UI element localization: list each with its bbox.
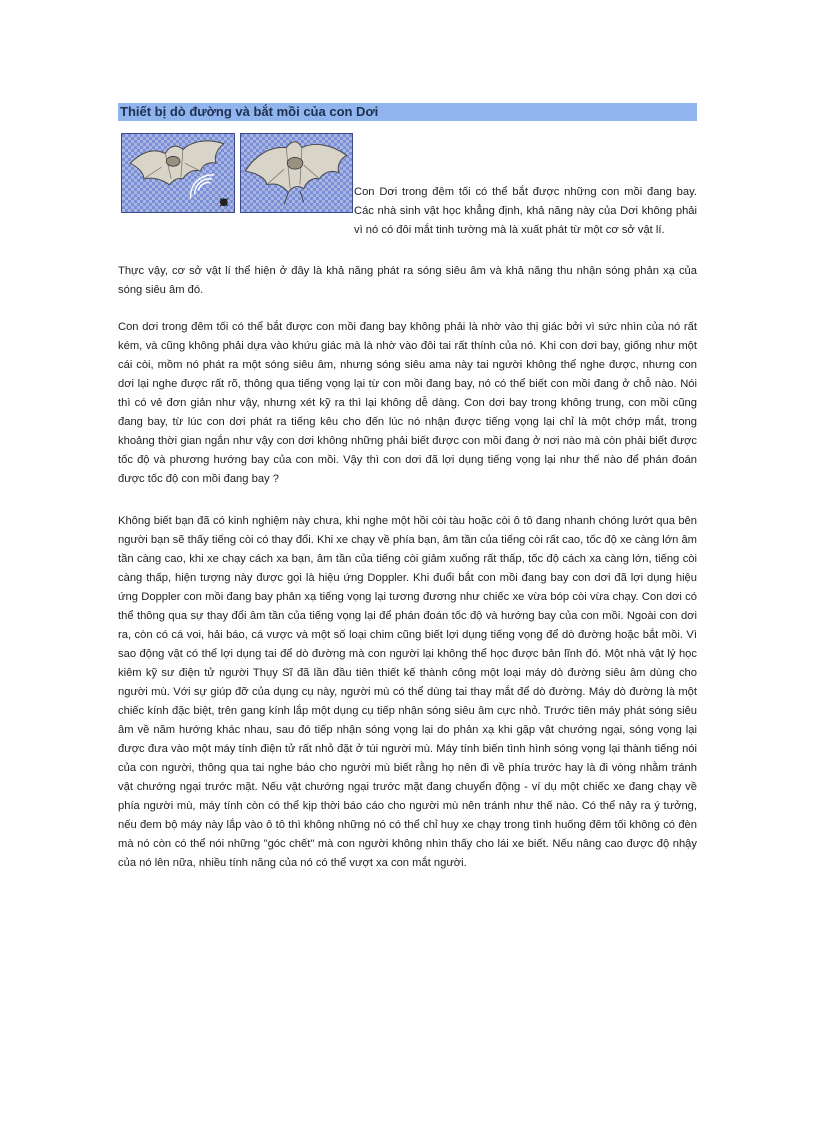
paragraph-intro-text: Con Dơi trong đêm tối có thể bắt được những con mồi đang bay. Các nhà sinh vật học khẳng định, khả năng này của Dơi không phải vì nó có đôi mắt tinh tường mà là xuất phát từ một cơ sở vật lí.: [354, 186, 697, 236]
paragraph-intro: [118, 183, 697, 240]
paragraph-doppler: Không biết bạn đã có kinh nghiệm này chưa, khi nghe một hồi còi tàu hoặc còi ô tô đang nhanh chóng lướt qua bên người bạn sẽ thấy tiếng còi có thay đổi. Khi xe chạy về phía bạn, âm tần của tiếng còi rất cao, tốc độ xe càng lớn âm tần càng cao, khi xe chạy cách xa bạn, âm tần của tiếng còi giảm xuống rất thấp, tốc độ cách xa càng lớn, tiếng còi càng thấp, hiện tượng này được gọi là hiệu ứng Doppler. Khi đuổi bắt con mồi đang bay con dơi đã lợi dụng hiệu ứng Doppler con mồi đang bay phản xạ tiếng vọng lại tương đương như chiếc xe vừa bóp còi vừa chạy. Con dơi có thể thông qua sự thay đổi âm tần của tiếng vọng lại để phán đoán tốc độ và hướng bay của con mồi. Ngoài con dơi ra, còn có cá voi, hải báo, cá vược và một số loại chim cũng biết lợi dụng tiếng vọng để dò đường hoặc bắt mồi. Vì sao động vật có thể lợi dụng tai để dò đường mà con người lại không thể học được bản lĩnh đó. Một nhà vật lý học kiêm kỹ sư điện tử người Thụy Sĩ đã lần đầu tiên thiết kế thành công một loại máy dò đường siêu âm dùng cho người mù. Với sự giúp đỡ của dụng cụ này, người mù có thể dùng tai thay mắt để dò đường. Máy dò đường là một chiếc kính đặc biệt, trên gang kính lắp một dụng cụ tiếp nhận sóng siêu âm cực nhỏ. Trước tiên máy phát sóng siêu âm về năm hướng khác nhau, sau đó tiếp nhận sóng vọng lại do phản xạ khi gặp vật chướng ngại, sóng vọng lại được đưa vào một máy tính điện tử rất nhỏ đặt ở túi người mù. Máy tính biến tình hình sóng vọng lại thành tiếng nói của con người, thông qua tai nghe báo cho người mù biết rằng họ nên đi về phía trước hay là đi vòng nhằm tránh vật chướng ngại trước mặt. Nếu vật chướng ngại trước mặt đang chuyển động - ví dụ một chiếc xe đang chạy về phía người mù, máy tính còn có thể kịp thời báo cáo cho người mù nên tránh như thế nào. Có thể nảy ra ý tưởng, nếu đem bộ máy này lắp vào ô tô thì không những nó có thể chỉ huy xe chạy trong tình huống đêm tối không có đèn mà nó còn có thể nói những "góc chết" mà con người không nhìn thấy cho lái xe biết. Nếu nâng cao được độ nhậy của nó lên nữa, nhiều tính năng của nó có thể vượt xa con mắt người.: [118, 515, 697, 869]
paragraph-echolocation: Con dơi trong đêm tối có thể bắt được con mồi đang bay không phải là nhờ vào thị giác bởi vì sức nhìn của nó rất kém, và cũng không phải dựa vào khứu giác mà là nhờ vào đôi tai rất thính của nó. Khi con dơi bay, giống như một cái còi, mồm nó phát ra một sóng siêu âm, nhưng sóng siêu ama này tai người không thể nghe được, nhưng con dơi lại nghe được rất rõ, thông qua tiếng vọng lại từ con mồi đang bay, nó có thể biết con mồi đang ở chỗ nào. Nói thì có vẻ đơn giản như vậy, nhưng xét kỹ ra thì lại không dễ dàng. Con dơi bay trong không trung, con mồi cũng đang bay, từ lúc con dơi phát ra tiếng kêu cho đến lúc nó nhận được tiếng vọng lại chỉ là một chớp mắt, trong khoảng thời gian ngắn như vậy con dơi không những phải biết được con mồi đang ở nơi nào mà còn phải biết được tốc độ và phương hướng bay của con mồi. Vậy thì con dơi đã lợi dụng tiếng vọng lại như thế nào để phán đoán được tốc độ con mồi đang bay ?: [118, 321, 697, 485]
document-title: Thiết bị dò đường và bắt mồi của con Dơi: [118, 103, 697, 121]
paragraph-physics-basis: Thực vậy, cơ sở vật lí thể hiện ở đây là khả năng phát ra sóng siêu âm và khả năng thu nhận sóng phản xạ của sóng siêu âm đó.: [118, 265, 697, 296]
